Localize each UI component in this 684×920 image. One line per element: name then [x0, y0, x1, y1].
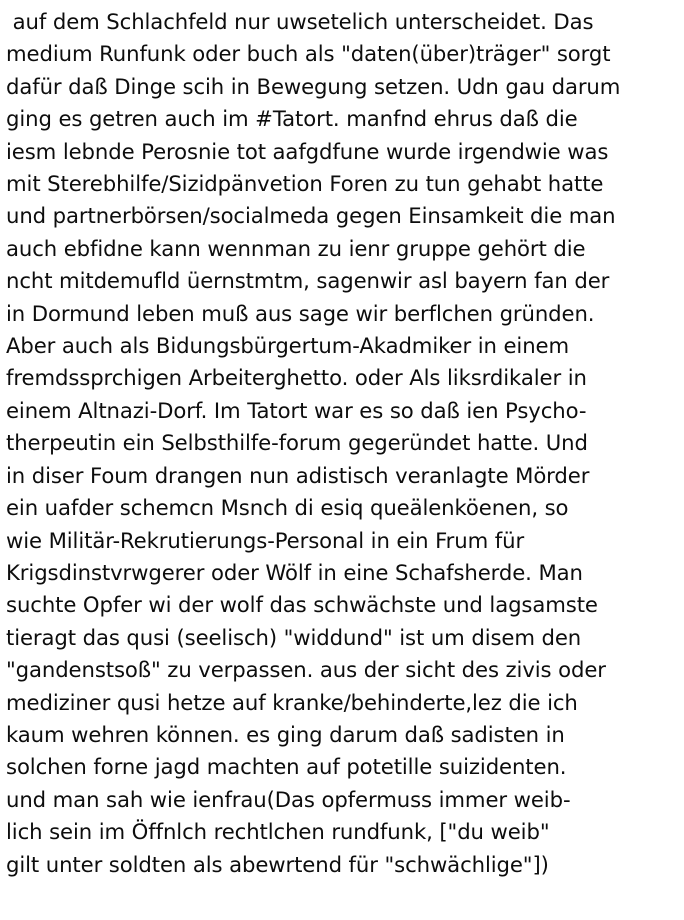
text-line: Aber auch als Bidungsbürgertum-Akadmiker in einem [6, 333, 569, 359]
text-line: wie Militär-Rekrutierungs-Personal in ein Frum für [6, 527, 525, 553]
text-line: kaum wehren können. es ging darum daß sadisten in [6, 721, 565, 747]
text-line: einem Altnazi-Dorf. Im Tatort war es so daß ien Psycho- [6, 397, 587, 423]
text-line: gilt unter soldten als abewrtend für "schwächlige"]) [6, 851, 549, 877]
text-line: iesm lebnde Perosnie tot aafgdfune wurde irgendwie was [6, 138, 609, 164]
text-line: auf dem Schlachfeld nur uwsetelich unterscheidet. Das [6, 9, 594, 34]
text-line: tieragt das qusi (seelisch) "widdund" ist um disem den [6, 624, 582, 650]
text-line: Krigsdinstvrwgerer oder Wölf in eine Schafsherde. Man [6, 559, 583, 585]
text-line: solchen forne jagd machten auf potetille suizidenten. [6, 754, 567, 780]
text-line: ncht mitdemufld üernstmtm, sagenwir asl bayern fan der [6, 268, 610, 294]
text-line: auch ebfidne kann wennman zu ienr gruppe gehört die [6, 235, 586, 261]
text-line: und man sah wie ienfrau(Das opfermuss immer weib- [6, 786, 571, 812]
text-line: und partnerbörsen/socialmeda gegen Einsamkeit die man [6, 203, 616, 229]
text-line: dafür daß Dinge scih in Bewegung setzen. Udn gau darum [6, 73, 621, 99]
text-line: lich sein im Öffnlch rechtlchen rundfunk, ["du weib" [6, 819, 550, 845]
text-line: ging es getren auch im #Tatort. manfnd ehrus daß die [6, 106, 578, 132]
text-line: in Dormund leben muß aus sage wir berflchen gründen. [6, 300, 595, 326]
text-line: suchte Opfer wi der wolf das schwächste und lagsamste [6, 592, 598, 618]
text-line: medium Runfunk oder buch als "daten(über)träger" sorgt [6, 41, 611, 67]
text-line: mit Sterebhilfe/Sizidpänvetion Foren zu tun gehabt hatte [6, 171, 604, 197]
text-line: "gandenstsoß" zu verpassen. aus der sicht des zivis oder [6, 657, 606, 683]
text-line: ein uafder schemcn Msnch di esiq queälenköenen, so [6, 495, 569, 521]
text-line: mediziner qusi hetze auf kranke/behinderte,lez die ich [6, 689, 578, 715]
text-line: therpeutin ein Selbsthilfe-forum gegeründet hatte. Und [6, 430, 588, 456]
text-line: fremdssprchigen Arbeiterghetto. oder Als liksrdikaler in [6, 365, 587, 391]
text-line: in diser Foum drangen nun adistisch veranlagte Mörder [6, 462, 590, 488]
